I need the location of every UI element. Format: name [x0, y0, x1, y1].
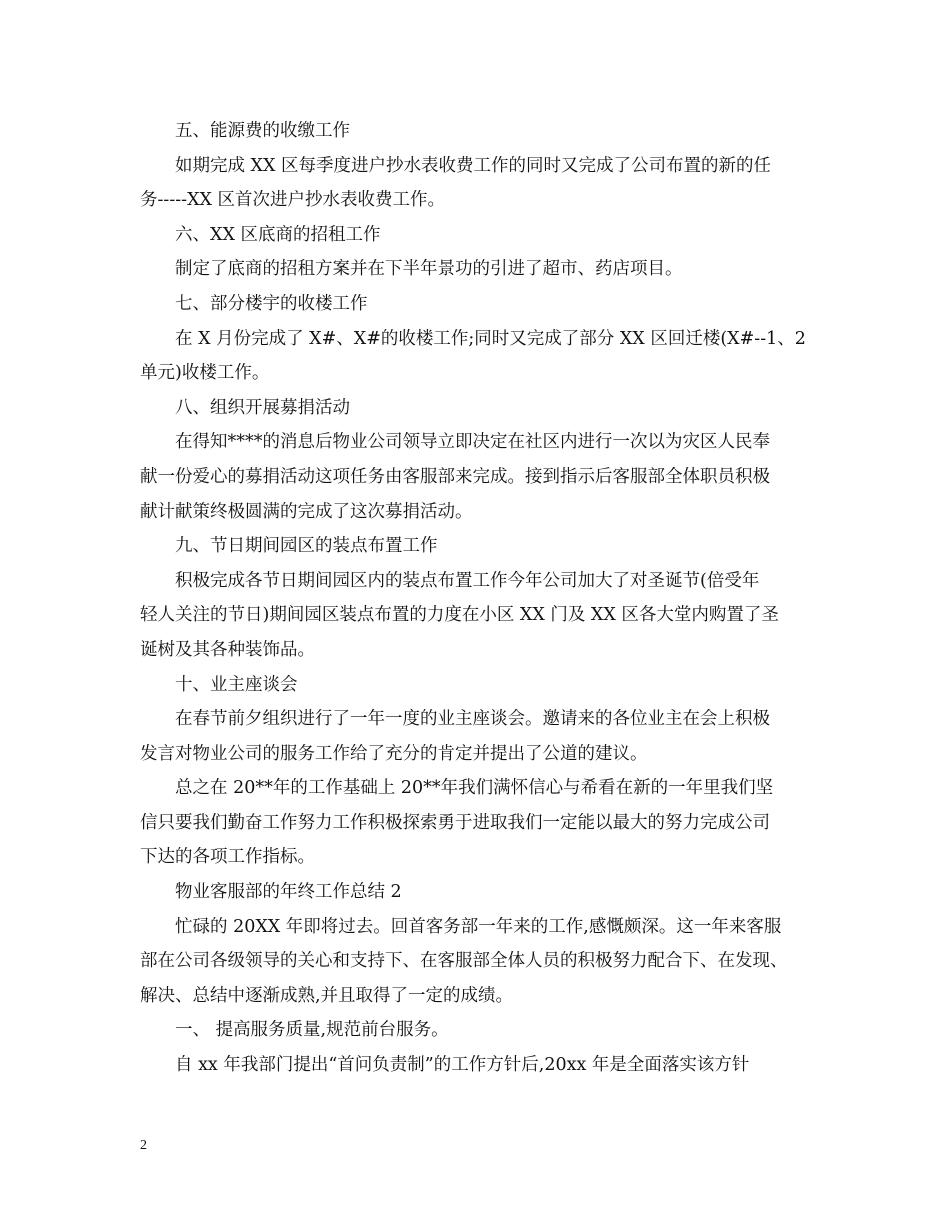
paragraph: [140, 1013, 830, 1048]
paragraph: [140, 252, 830, 287]
text-line: 部在公司各级领导的关心和支持下、在客服部全体人员的积极努力配合下、在发现、: [140, 951, 788, 972]
text-line: 在 X 月份完成了 X#、X#的收楼工作;同时又完成了部分 XX 区回迁楼(X#--1、2: [175, 328, 806, 349]
paragraph: [140, 910, 830, 1014]
text-line: 九、节日期间园区的装点布置工作: [175, 536, 438, 557]
text-line: 一、 提高服务质量,规范前台服务。: [175, 1020, 449, 1041]
paragraph: [140, 114, 830, 149]
text-line: 诞树及其各种装饰品。: [140, 639, 315, 660]
paragraph: [140, 702, 830, 771]
page-number: 2: [140, 1138, 147, 1153]
text-line: 十、业主座谈会: [175, 674, 298, 695]
text-line: 务-----XX 区首次进户抄水表收费工作。: [140, 190, 446, 211]
text-line: 总之在 20**年的工作基础上 20**年我们满怀信心与希看在新的一年里我们坚: [175, 778, 774, 799]
paragraph: [140, 322, 830, 391]
paragraph: [140, 425, 830, 529]
text-line: 献一份爱心的募捐活动这项任务由客服部来完成。接到指示后客服部全体职员积极: [140, 466, 770, 487]
paragraph: [140, 771, 830, 875]
text-line: 五、能源费的收缴工作: [175, 121, 350, 141]
text-line: 七、部分楼宇的收楼工作: [175, 293, 368, 314]
text-line: 献计献策终极圆满的完成了这次募捐活动。: [140, 501, 473, 522]
text-line: 单元)收楼工作。: [140, 363, 270, 384]
paragraph: [140, 668, 830, 703]
text-line: 信只要我们勤奋工作努力工作积极探索勇于进取我们一定能以最大的努力完成公司: [140, 812, 770, 833]
text-line: 在春节前夕组织进行了一年一度的业主座谈会。邀请来的各位业主在会上积极: [175, 709, 770, 730]
text-line: 发言对物业公司的服务工作给了充分的肯定并提出了公道的建议。: [140, 743, 648, 764]
text-line: 解决、总结中逐渐成熟,并且取得了一定的成绩。: [140, 985, 514, 1006]
paragraph: [140, 1048, 830, 1083]
text-line: 八、组织开展募捐活动: [175, 397, 350, 418]
paragraph: [140, 875, 830, 910]
document-body: [140, 114, 830, 1083]
text-line: 在得知****的消息后物业公司领导立即决定在社区内进行一次以为灾区人民奉: [175, 432, 770, 453]
text-line: 如期完成 XX 区每季度进户抄水表收费工作的同时又完成了公司布置的新的任: [175, 155, 772, 176]
text-line: 忙碌的 20XX 年即将过去。回首客务部一年来的工作,感慨颇深。这一年来客服: [175, 916, 782, 937]
text-line: 积极完成各节日期间园区内的装点布置工作今年公司加大了对圣诞节(倍受年: [175, 570, 760, 591]
text-line: 下达的各项工作指标。: [140, 847, 315, 868]
text-line: 物业客服部的年终工作总结 2: [175, 882, 402, 903]
paragraph: [140, 564, 830, 668]
paragraph: [140, 529, 830, 564]
paragraph: [140, 287, 830, 322]
paragraph: [140, 391, 830, 426]
paragraph: [140, 218, 830, 253]
text-line: 轻人关注的节日)期间园区装点布置的力度在小区 XX 门及 XX 区各大堂内购置了圣: [140, 605, 779, 626]
paragraph: [140, 149, 830, 218]
text-line: 六、XX 区底商的招租工作: [175, 224, 381, 245]
text-line: 自 xx 年我部门提出“首问负责制”的工作方针后,20xx 年是全面落实该方针: [175, 1055, 750, 1076]
text-line: 制定了底商的招租方案并在下半年景功的引进了超市、药店项目。: [175, 259, 683, 280]
